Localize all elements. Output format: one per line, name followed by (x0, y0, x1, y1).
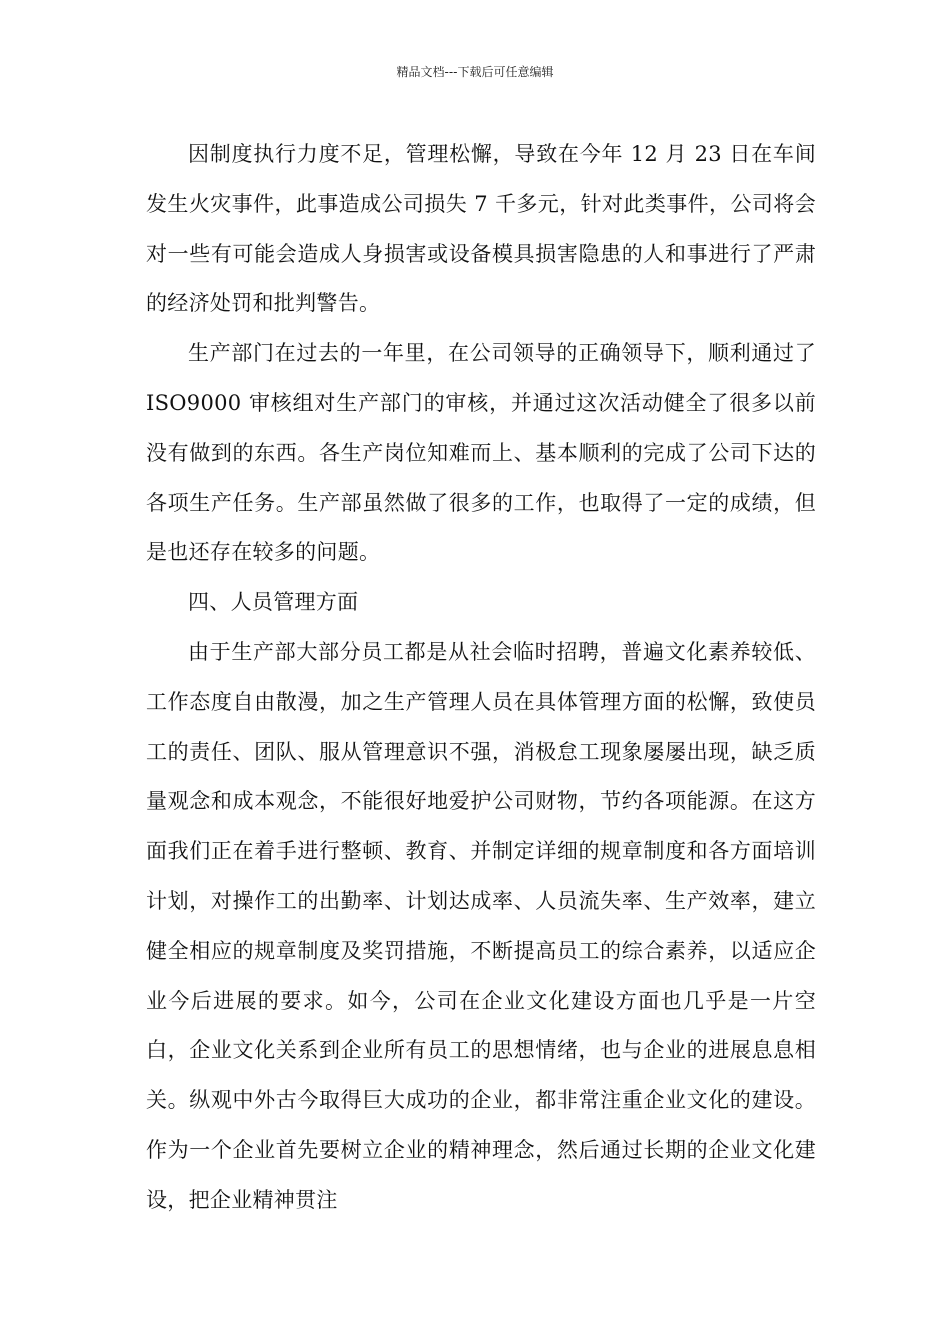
paragraph-personnel-management: 由于生产部大部分员工都是从社会临时招聘，普遍文化素养较低、工作态度自由散漫，加之生产管理人员在具体管理方面的松懈，致使员工的责任、团队、服从管理意识不强，消极怠工现象屡屡出现，缺乏质量观念和成本观念，不能很好地爱护公司财物，节约各项能源。在这方面我们正在着手进行整顿、教育、并制定详细的规章制度和各方面培训计划，对操作工的出勤率、计划达成率、人员流失率、生产效率，建立健全相应的规章制度及奖罚措施，不断提高员工的综合素养，以适应企业今后进展的要求。如今，公司在企业文化建设方面也几乎是一片空白，企业文化关系到企业所有员工的思想情绪，也与企业的进展息息相关。纵观中外古今取得巨大成功的企业，都非常注重企业文化的建设。作为一个企业首先要树立企业的精神理念，然后通过长期的企业文化建设，把企业精神贯注 (146, 639, 816, 1212)
section-heading-personnel: 四、人员管理方面 (188, 590, 359, 615)
paragraph-fire-incident: 因制度执行力度不足，管理松懈，导致在今年 12 月 23 日在车间发生火灾事件，此事造成公司损失 7 千多元，针对此类事件，公司将会对一些有可能会造成人身损害或设备模具损害隐患的人和事进行了严肃的经济处罚和批判警告。 (146, 142, 816, 316)
paragraph-production-review: 生产部门在过去的一年里，在公司领导的正确领导下，顺利通过了 ISO9000 审核组对生产部门的审核，并通过这次活动健全了很多以前没有做到的东西。各生产岗位知难而上、基本顺利的完成了公司下达的各项生产任务。生产部虽然做了很多的工作，也取得了一定的成绩，但是也还存在较多的问题。 (146, 341, 816, 565)
document-body (146, 130, 816, 1226)
page-header: 精品文档---下载后可任意编辑 (396, 65, 554, 79)
